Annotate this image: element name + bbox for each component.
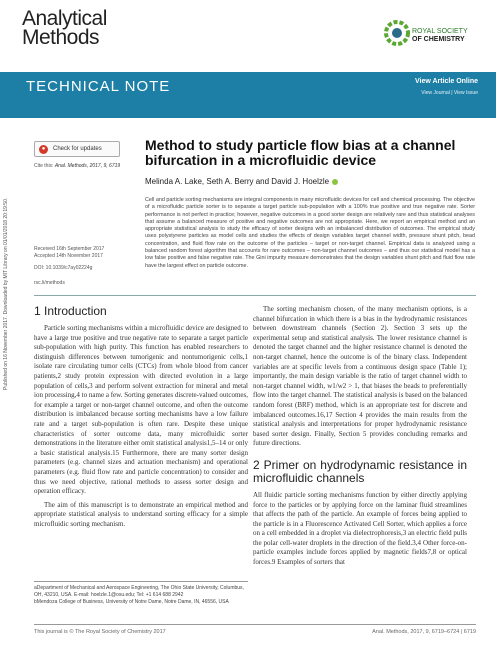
doi[interactable]: DOI: 10.1039/c7ay02224g xyxy=(34,265,93,271)
footer-page-info: Anal. Methods, 2017, 9, 6719–6724 | 6719 xyxy=(372,629,476,635)
footer-copyright: This journal is © The Royal Society of Chemistry 2017 xyxy=(34,629,166,635)
publisher-line2: OF CHEMISTRY xyxy=(412,36,465,43)
footnote-b: bMendoza College of Business, University of Notre Dame, Notre Dame, IN, 46556, USA xyxy=(34,599,229,605)
citation xyxy=(34,163,120,169)
footnote-a: aDepartment of Mechanical and Aerospace Engineering, The Ohio State University, Columbus, OH, 43210, USA. E-mail: hoelzle.1@osu.edu; Tel: +1 614 688 2942 xyxy=(34,585,244,598)
cite-prefix: Cite this: xyxy=(34,163,54,169)
paragraph: All fluidic particle sorting mechanisms function by either directly applying force to the particles or by applying force on the laminar fluid streamlines that affects the path of the particle. An example of forces being applied to the particle is in a Fluorescence Activated Cell Sorter, which applies a force on a cell embedded in a droplet via dielectrophoresis,3 an electric field pulls the polar cell-water droplets in the direction of the field.3,4 Other force-on-particle examples include forces applied by magnetic fields7,8 or optical forces.9 Examples of sorters that xyxy=(253,490,467,567)
abstract: Cell and particle sorting mechanisms are integral components in many microfluidic devices for cell and chemical processing. The objective of a microfluidic particle sorter is to separate a target particle sub-population with a 100% true positive and true negative rate. Sorter performance is not perfect in practice; however, negative outcomes in a good sorter design are relatively rare and thus statistical analyses that assume a balanced measure of positive and negative outcomes are not appropriate. Here, we report an empirical method and an appropriate statistical analysis to study the efficacy of sorter designs with an imbalanced distribution of outcomes. The empirical study uses polystyrene particles as model cells and studies the effects of design variables target channel width, pressure shunt pitch, bead concentration, and fluid flow rate on the outcome of the particles – target or non-target channel. Empirical data is analyzed using a balanced random forest algorithm that accounts for rare outcomes – non-target channel outcomes – and thus our statistical model has a low false positive and false negative rate. The Gini impurity measure demonstrates that the design variables shunt pitch and fluid flow rate have the largest effect on particle outcome. xyxy=(145,197,475,269)
footer-divider xyxy=(34,624,476,625)
publisher-logo-text xyxy=(412,28,492,44)
view-article-online-link[interactable]: View Article Online xyxy=(414,78,478,85)
section-heading-introduction: 1 Introduction xyxy=(34,304,107,318)
paragraph: The aim of this manuscript is to demonstrate an empirical method and appropriate statistical analysis to understand sorting efficacy for a simple microfluidic sorting mechanism. xyxy=(34,500,248,528)
column-right xyxy=(253,305,467,572)
section-heading-primer: 2 Primer on hydrodynamic resistance in microfluidic channels xyxy=(253,457,467,485)
authors-text: Melinda A. Lake, Seth A. Berry and David J. Hoelzle xyxy=(145,177,330,186)
download-notice: Published on 16 November 2017. Downloaded by MIT Library on 01/01/2018 20:19:50. xyxy=(3,197,9,390)
column-left xyxy=(34,305,248,533)
orcid-icon[interactable] xyxy=(332,179,338,185)
check-for-updates-label: Check for updates xyxy=(53,146,102,152)
rsc-link[interactable]: rsc.li/methods xyxy=(34,280,65,286)
article-type: TECHNICAL NOTE xyxy=(26,78,171,95)
check-for-updates-button[interactable] xyxy=(34,141,120,157)
received-dates xyxy=(34,246,104,260)
article-title: Method to study particle flow bias at a channel bifurcation in a microfluidic device xyxy=(145,137,456,168)
publisher-line1: ROYAL SOCIETY xyxy=(412,28,468,35)
author-list xyxy=(145,177,338,186)
cite-reference: Anal. Methods, 2017, 9, 6719 xyxy=(54,163,121,169)
journal-title: Analytical Methods xyxy=(22,7,107,49)
paragraph: The sorting mechanism chosen, of the many mechanism options, is a channel bifurcation in which there is a bias in the hydrodynamic resistances between downstream channels (Section 2). Section 3 sets up the experimental setup and statistical analysis. The lower resistance channel is denoted the target channel and the higher resistance channel is denoted the non-target channel, hence the outcome is of the binary class. Independent variables are at specific levels from a continuous design space (Table 1); importantly, the main design variable is the ratio of target channel width to non-target channel width, w1/w2 > 1, that biases the beads to preferentially flow into the target channel. The statistical analysis is based on the balanced random forest (BRF) method, which is an appropriate test for discrete and imbalanced outcomes.16,17 Section 4 provides the main results from the statistical analysis and interpretations for proper hydrodynamic resistance based sorter design. Finally, Section 5 provides concluding remarks and future directions. xyxy=(253,305,467,448)
received-date: Received 16th September 2017 xyxy=(34,246,105,252)
affiliation-footnotes xyxy=(34,581,248,606)
accepted-date: Accepted 14th November 2017 xyxy=(34,253,103,259)
view-journal-issue-link[interactable]: View Journal | View Issue xyxy=(421,90,478,96)
rsc-logo-icon xyxy=(384,16,410,50)
paragraph: Particle sorting mechanisms within a microfluidic device are designed to have a large true positive and true negative rate to separate a target particle sub-population with high purity. This function has enabled researchers to distinguish differences between tumorigenic and nontumorigenic cells,1 isolate rare circulating tumor cells (CTCs) from whole blood from cancer patients,2 study protein expression with directed evolution in a large population of cells,3 and perform solvent extraction for mineral and metal ion processing,4 to name a few. Sorting generates discrete-valued outcomes, for example a target or non-target channel outcome, and often the outcome distribution is imbalanced because sorting mechanisms have a low failure rate and a target sub-population is often rare. Despite these unique characteristics of sorter outcome data, many microfluidic sorter demonstrations in the literature either omit statistical analysis1,5–14 or only a basic statistical analysis.15 Furthermore, there are many sorter design parameters (e.g. channel sizes and actuation mechanism) and operational parameters (e.g. fluid flow rate and particle concentration) to consider and thus we need objective, rational methods to assess sorter design and operation efficacy. xyxy=(34,324,248,496)
divider xyxy=(34,295,476,296)
update-check-icon: ● xyxy=(39,145,48,154)
